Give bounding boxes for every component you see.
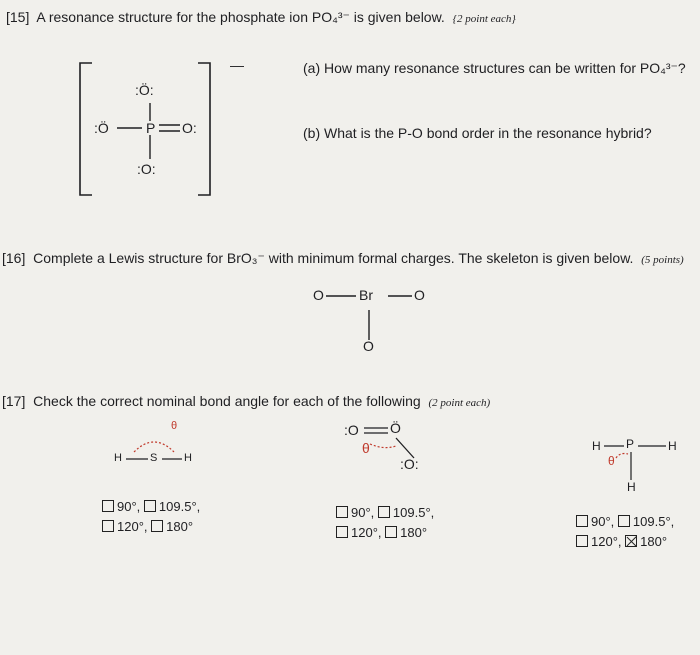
oxygen-bottom: :O: [400,456,419,472]
left-bracket [80,63,92,195]
q17-text: Check the correct nominal bond angle for each of the following [33,393,421,409]
oxygen-bottom: O [363,338,374,354]
checkbox-109[interactable] [144,500,156,512]
oxygen-bottom: :O: [137,161,156,177]
option-180: 180° [400,525,428,540]
q15-prompt [6,9,516,26]
q16-text: Complete a Lewis structure for BrO₃⁻ with minimum formal charges. The skeleton is given below. [33,250,634,266]
hydrogen-left: H [592,439,601,453]
option-90: 90°, [351,505,375,520]
oxygen-right: O: [182,120,197,136]
oxygen-top: :Ö: [135,82,154,98]
option-90: 90°, [117,499,141,514]
bromine: Br [359,287,373,303]
angle-arc [134,442,174,452]
phosphate-lewis-structure [70,55,250,205]
q15-part-b: (b) What is the P-O bond order in the resonance hybrid? [303,125,652,141]
oxygen-left: :Ö [94,120,109,136]
option-120: 120°, [117,519,148,534]
choices-molecule-2 [336,503,434,543]
theta-label: θ [171,420,178,432]
phosphorus: P [626,437,635,451]
q15-number: [15] [6,9,30,25]
q15-text: A resonance structure for the phosphate ion PO₄³⁻ is given below. [36,9,445,25]
angle-arc [370,444,396,448]
oxygen-left: O [313,287,324,303]
checkbox-109[interactable] [618,515,630,527]
q17-points: (2 point each) [428,397,491,409]
hydrogen-right: H [184,452,192,464]
hydrogen-left: H [114,452,122,464]
h2s-bonds [110,420,220,480]
option-180: 180° [640,534,668,549]
h2s-molecule [110,420,220,480]
q17-prompt [2,393,490,409]
q16-number: [16] [2,250,26,266]
option-120: 120°, [591,534,622,549]
sulfur: S [150,452,158,464]
checkbox-120[interactable] [102,520,114,532]
ozone-molecule [340,420,450,480]
checkbox-90[interactable] [336,506,348,518]
theta-label: θ [608,454,615,468]
bleed-through-text [40,60,43,74]
q16-prompt [2,250,684,267]
choices-molecule-3 [576,512,674,552]
option-120: 120°, [351,525,382,540]
oxygen-top: Ö [390,420,401,436]
phosphine-molecule [590,432,690,492]
right-bracket [198,63,210,195]
q15-points: {2 point each} [452,13,516,25]
bromate-skeleton [300,282,450,362]
oxygen-right: O [414,287,425,303]
oxygen-left: :O [344,422,359,438]
ion-charge: — [230,57,244,73]
option-180: 180° [166,519,194,534]
checkbox-120[interactable] [576,535,588,547]
checkbox-180[interactable] [151,520,163,532]
q16-points: (5 points) [641,254,684,266]
choices-molecule-1 [102,497,200,537]
option-109: 109.5°, [158,499,201,514]
option-109: 109.5°, [632,514,675,529]
checkbox-180[interactable] [385,526,397,538]
checkbox-120[interactable] [336,526,348,538]
angle-arc [616,454,628,459]
checkbox-109[interactable] [378,506,390,518]
hydrogen-bottom: H [627,480,636,494]
hydrogen-right: H [668,439,677,453]
checkbox-90[interactable] [576,515,588,527]
checkbox-90[interactable] [102,500,114,512]
phosphorus: P [146,120,156,136]
theta-label: θ [362,440,370,456]
option-90: 90°, [591,514,615,529]
checkbox-180-checked[interactable] [625,535,637,547]
option-109: 109.5°, [392,505,435,520]
q15-part-a: (a) How many resonance structures can be written for PO₄³⁻? [303,60,686,76]
q17-number: [17] [2,393,26,409]
